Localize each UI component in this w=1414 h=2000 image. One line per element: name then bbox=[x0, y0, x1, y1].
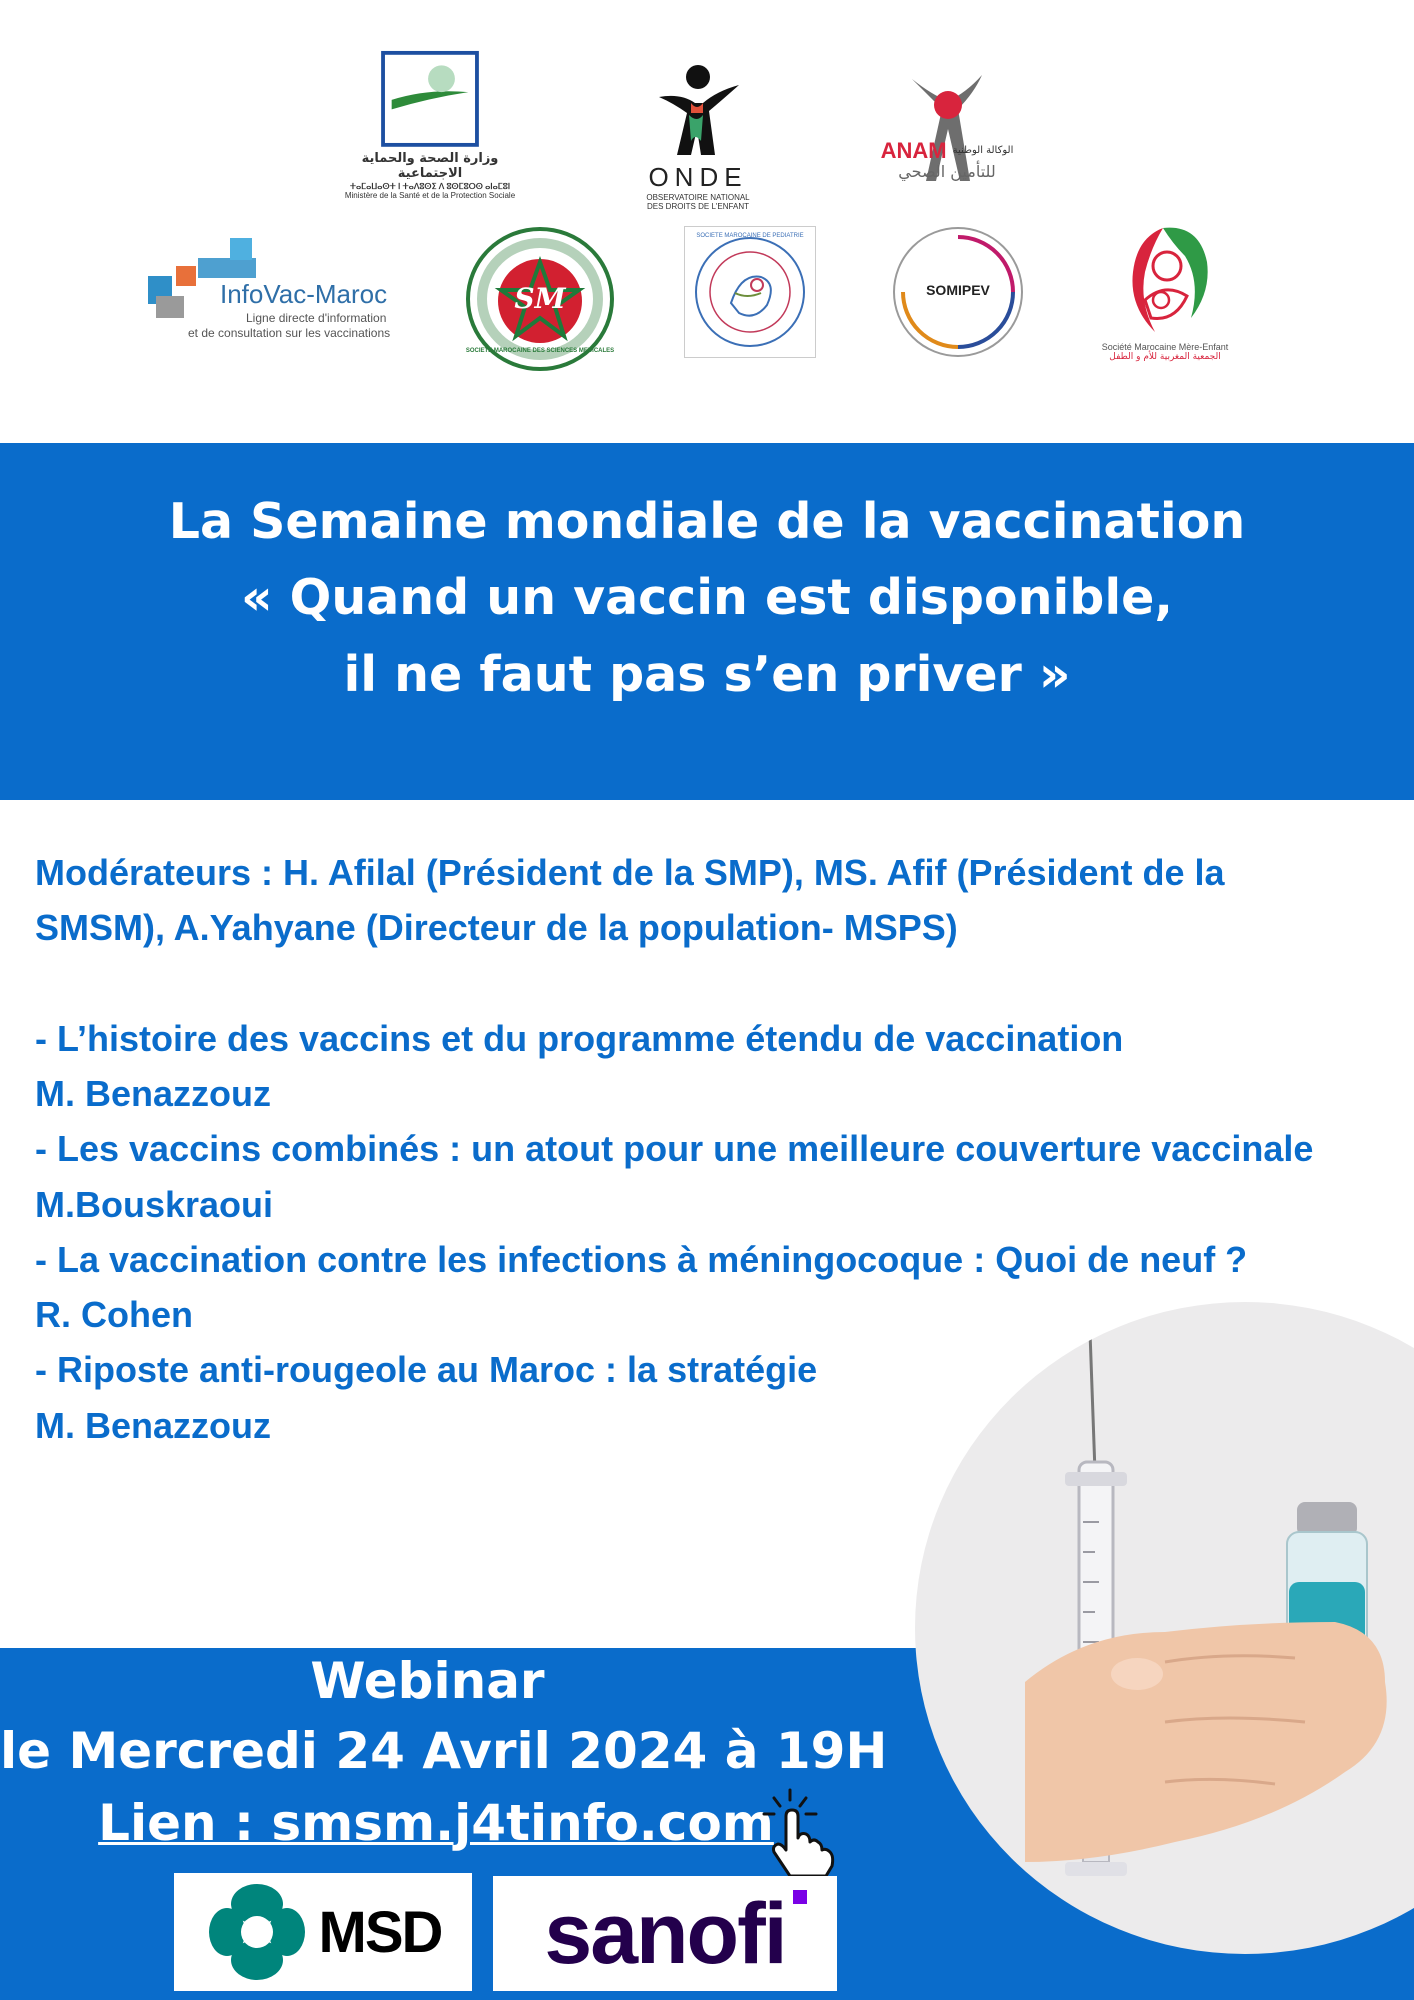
onde-sub1: OBSERVATOIRE NATIONAL bbox=[646, 193, 750, 203]
infovac-sub2: et de consultation sur les vaccinations bbox=[188, 326, 391, 340]
smp-logo bbox=[684, 226, 816, 358]
mother-child-icon bbox=[1115, 222, 1215, 342]
moderators-line-2: SMSM), A.Yahyane (Directeur de la population- MSPS) bbox=[35, 907, 958, 948]
onde-sub2: DES DROITS DE L'ENFANT bbox=[647, 202, 749, 212]
somipev-name: SOMIPEV bbox=[926, 282, 990, 298]
talk-4-speaker: M. Benazzouz bbox=[35, 1405, 272, 1446]
smp-seal-icon bbox=[691, 233, 809, 351]
webinar-label: Webinar bbox=[310, 1652, 545, 1710]
talk-1-title: - L’histoire des vaccins et du programme étendu de vaccination bbox=[35, 1018, 1124, 1059]
smsm-ring-text: SOCIETE MAROCAINE DES SCIENCES MEDICALES bbox=[465, 348, 615, 354]
title-line-1: La Semaine mondiale de la vaccination bbox=[168, 493, 1246, 550]
smsm-logo bbox=[462, 226, 618, 372]
msd-text: MSD bbox=[318, 1899, 442, 1965]
anam-arabic2: للتأمين الصحي bbox=[898, 161, 996, 181]
infovac-name: InfoVac-Maroc bbox=[220, 279, 388, 309]
ministry-arabic: وزارة الصحة والحماية الاجتماعية bbox=[361, 150, 499, 181]
title-line-2: « Quand un vaccin est disponible, bbox=[240, 569, 1174, 626]
anam-arabic1: الوكالة الوطنية bbox=[952, 144, 1014, 156]
webinar-link[interactable]: Lien : smsm.j4tinfo.com bbox=[98, 1794, 774, 1852]
onde-name: ONDE bbox=[648, 162, 748, 193]
smme-name: Société Marocaine Mère-Enfant bbox=[1101, 341, 1229, 352]
title-band bbox=[0, 443, 1414, 800]
smme-arabic: الجمعية المغربية للأم و الطفل bbox=[1109, 352, 1221, 362]
somipev-logo bbox=[884, 222, 1032, 362]
talk-2-speaker: M.Bouskraoui bbox=[35, 1184, 274, 1225]
talk-3-speaker: R. Cohen bbox=[35, 1294, 193, 1335]
webinar-date: le Mercredi 24 Avril 2024 à 19H bbox=[0, 1722, 888, 1780]
infovac-sub1: Ligne directe d'information bbox=[246, 311, 387, 325]
talk-3-title: - La vaccination contre les infections à méningocoque : Quoi de neuf ? bbox=[35, 1239, 1248, 1280]
smme-logo bbox=[1090, 214, 1240, 370]
title-line-3: il ne faut pas s’en priver » bbox=[343, 646, 1071, 703]
onde-logo bbox=[633, 55, 763, 220]
ministry-logo bbox=[330, 50, 530, 200]
smp-ring-text: SOCIETE MAROCAINE DE PEDIATRIE bbox=[696, 233, 804, 239]
talk-1-speaker: M. Benazzouz bbox=[35, 1073, 272, 1114]
sanofi-dot-icon bbox=[793, 1890, 807, 1904]
infovac-logo bbox=[140, 236, 400, 340]
smsm-initials: SM bbox=[514, 282, 566, 315]
onde-figure-icon bbox=[651, 63, 745, 163]
ministry-french: Ministère de la Santé et de la Protection Sociale bbox=[344, 190, 516, 200]
anam-name: ANAM bbox=[880, 137, 947, 163]
sanofi-text: sanofi bbox=[544, 1885, 786, 1982]
talk-4-title: - Riposte anti-rougeole au Maroc : la stratégie bbox=[35, 1349, 818, 1390]
msd-logo bbox=[174, 1873, 472, 1991]
msd-emblem-icon bbox=[205, 1880, 309, 1984]
anam-logo bbox=[872, 40, 1022, 210]
hand-pointer-icon bbox=[760, 1786, 840, 1878]
talk-2-title: - Les vaccins combinés : un atout pour une meilleure couverture vaccinale bbox=[35, 1128, 1314, 1169]
ministry-tifinagh: ⵜⴰⵎⴰⵡⴰⵙⵜ ⵏ ⵜⴰⴷⵓⵙⵉ ⴷ ⵓⵙⵎⵓⵔⵙ ⴰⵏⴰⵎⵓⵏ bbox=[349, 181, 511, 191]
sanofi-logo bbox=[493, 1876, 837, 1991]
moderators-line-1: Modérateurs : H. Afilal (Président de la SMP), MS. Afif (Président de la bbox=[35, 852, 1225, 893]
ministry-emblem bbox=[378, 50, 482, 148]
